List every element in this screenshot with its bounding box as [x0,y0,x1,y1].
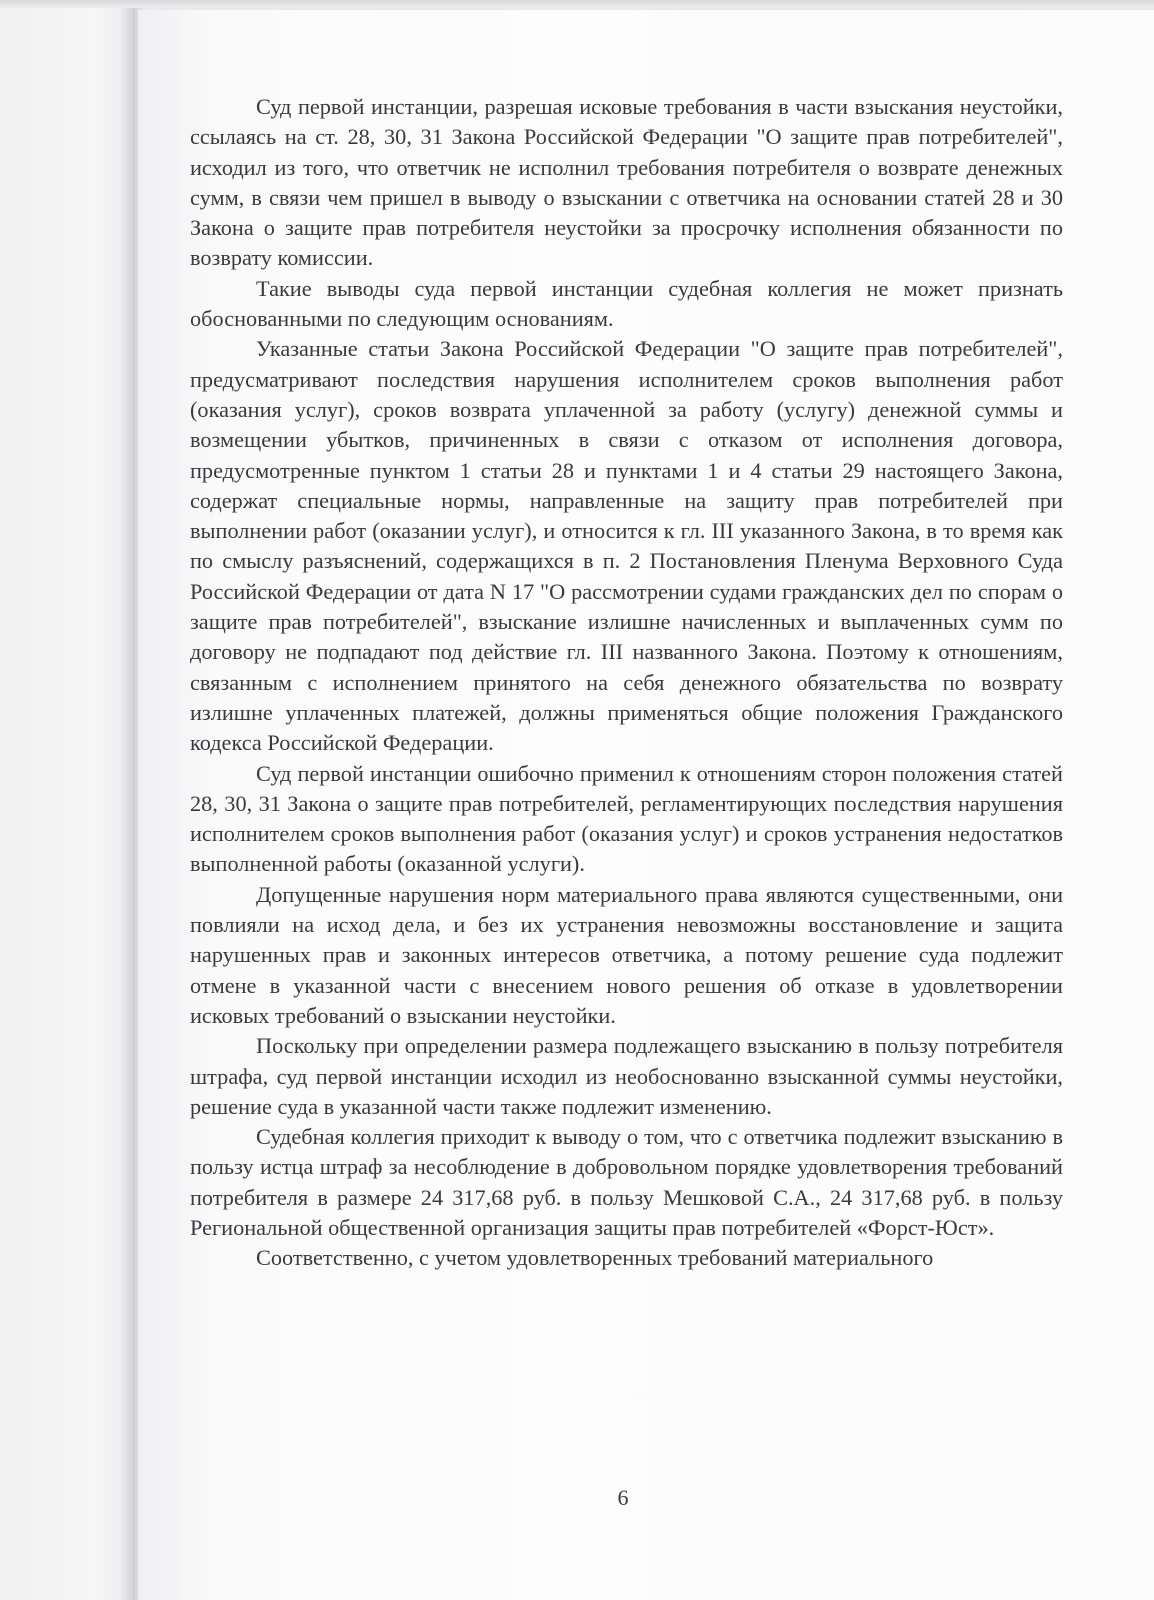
paragraph-fine-award: Судебная коллегия приходит к выводу о том, что с ответчика подлежит взысканию в пользу истца штраф за несоблюдение в добровольном порядке удовлетворения требований потребителя в размере 24 317,68 руб. в пользу Мешковой С.А., 24 317,68 руб. в пользу Региональной общественной организация защиты прав потребителей «Форст-Юст». [190,1124,1063,1240]
paragraph-material-violations: Допущенные нарушения норм материального права являются существенными, они повлияли на исход дела, и без их устранения невозможны восстановление и защита нарушенных прав и законных интересов ответчика, а потому решение суда подлежит отмене в указанной части с внесением нового решения об отказе в удовлетворении исковых требований о взыскании неустойки. [190,881,1063,1028]
paragraph-conclusions-unfounded: Такие выводы суда первой инстанции судебная коллегия не может признать обоснованными по следующим основаниям. [190,275,1063,332]
document-page [138,10,1154,1600]
paragraph-continuation: Соответственно, с учетом удовлетворенных требований материального [256,1245,934,1271]
scan-top-edge [0,0,1154,8]
paragraph-first-instance-reasoning: Суд первой инстанции, разрешая исковые требования в части взыскания неустойки, ссылаясь на ст. 28, 30, 31 Закона Российской Федерации "О защите прав потребителей", исходил из того, что ответчик не исполнил требования потребителя о возврате денежных сумм, в связи чем пришел в выводу о взыскании с ответчика на основании статей 28 и 30 Закона о защите прав потребителя неустойки за просрочку исполнения обязанности по возврату комиссии. [190,94,1063,271]
adjacent-page-edge [0,8,135,1600]
document-body [190,92,1063,1274]
paragraph-erroneous-application: Суд первой инстанции ошибочно применил к отношениям сторон положения статей 28, 30, 31 Закона о защите прав потребителей, регламентирующих последствия нарушения исполнителем сроков выполнения работ (оказания услуг) и сроков устранения недостатков выполненной работы (оказанной услуги). [190,760,1063,877]
paragraph-fine-amount-change: Поскольку при определении размера подлежащего взысканию в пользу потребителя штрафа, суд первой инстанции исходил из необоснованно взысканной суммы неустойки, решение суда в указанной части также подлежит изменению. [190,1033,1063,1119]
paragraph-law-articles-scope: Указанные статьи Закона Российской Федерации "О защите прав потребителей", предусматривают последствия нарушения исполнителем сроков выполнения работ (оказания услуг), сроков возврата уплаченной за работу (услугу) денежной суммы и возмещении убытков, причиненных в связи с отказом от исполнения договора, предусмотренные пунктом 1 статьи 28 и пунктами 1 и 4 статьи 29 настоящего Закона, содержат специальные нормы, направленные на защиту прав потребителей при выполнении работ (оказании услуг), и относится к гл. III указанного Закона, в то время как по смыслу разъяснений, содержащихся в п. 2 Постановления Пленума Верховного Суда Российской Федерации от дата N 17 "О рассмотрении судами гражданских дел по спорам о защите прав потребителей", взыскание излишне начисленных и выплаченных сумм по договору не подпадают под действие гл. III названного Закона. Поэтому к отношениям, связанным с исполнением принятого на себя денежного обязательства по возврату излишне уплаченных платежей, должны применяться общие положения Гражданского кодекса Российской Федерации. [190,336,1063,756]
page-number: 6 [617,1485,629,1510]
